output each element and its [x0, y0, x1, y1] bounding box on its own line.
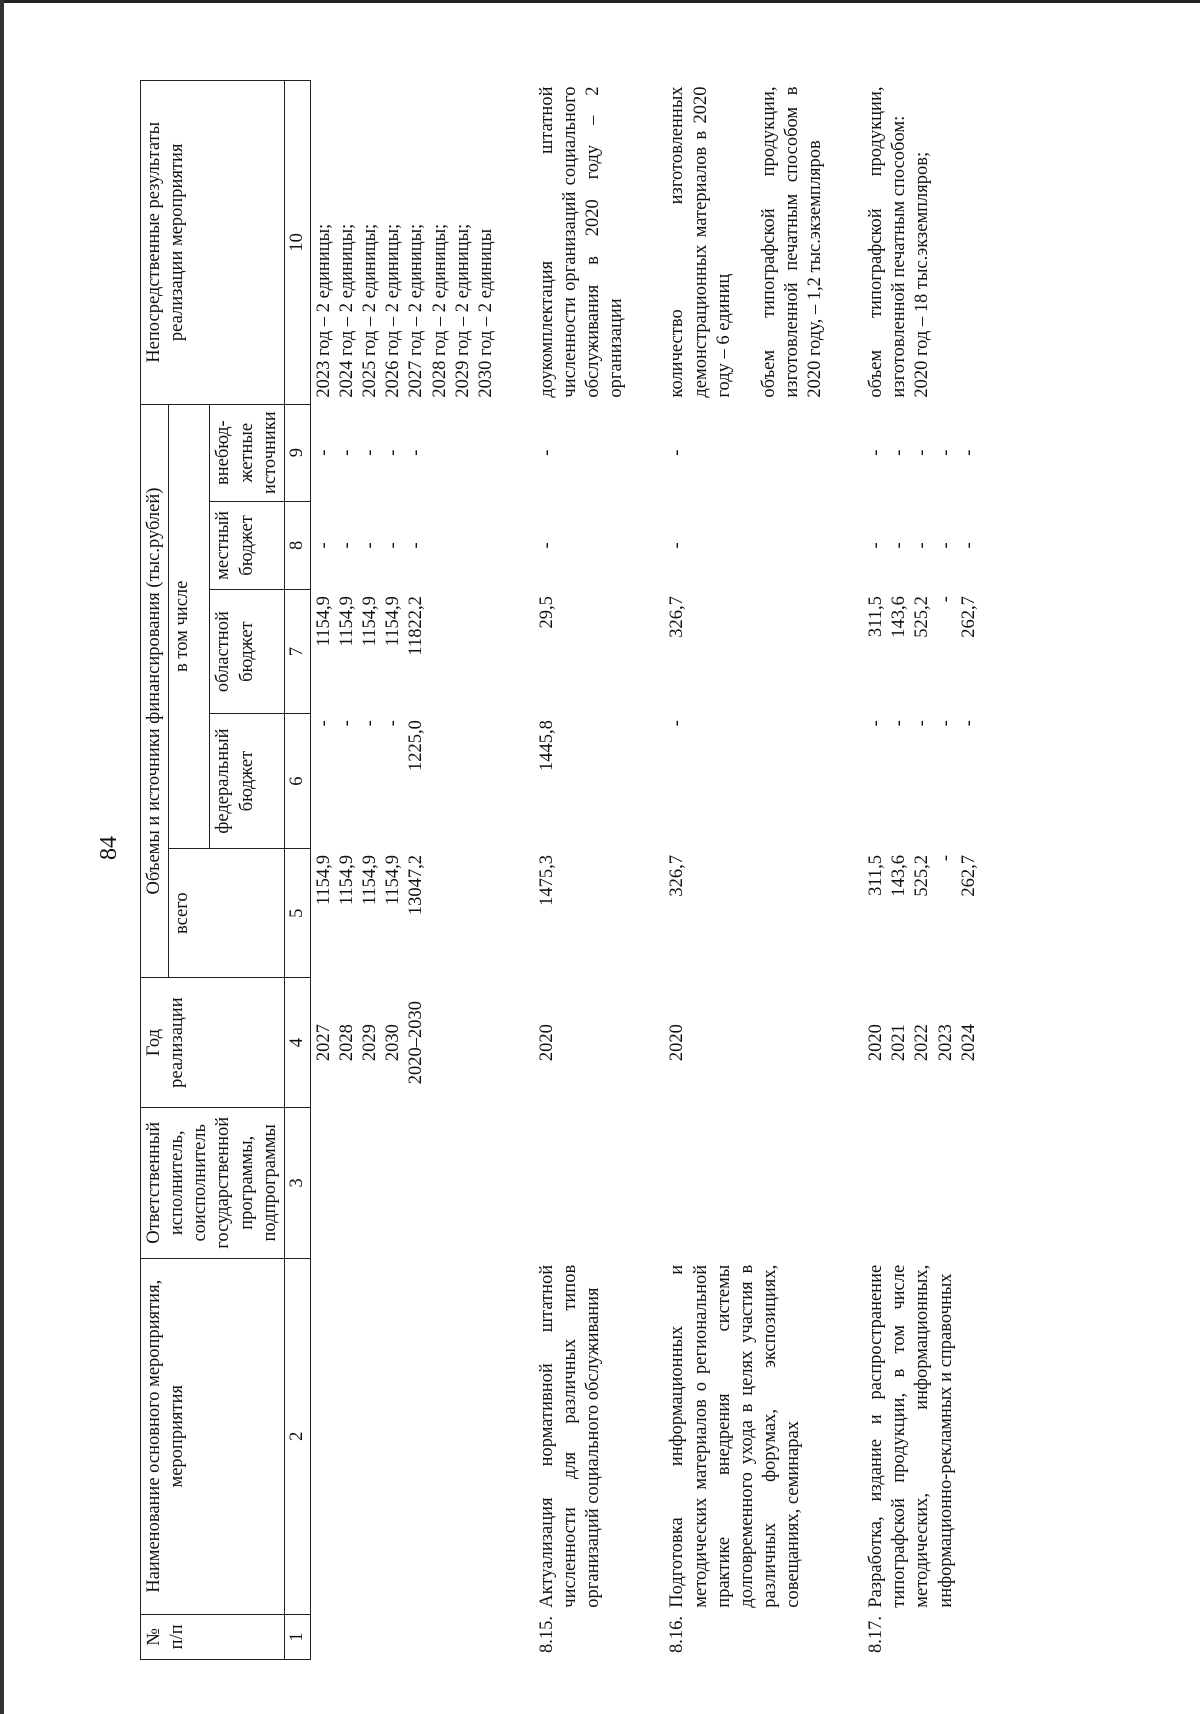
spacer-cell: [630, 1258, 664, 1614]
regional-value: 1154,9: [383, 596, 404, 647]
col-number: 4: [284, 978, 310, 1107]
spacer-cell: [829, 81, 863, 405]
local-value: -: [536, 542, 557, 549]
row-local: [664, 501, 829, 589]
spacer-cell: [500, 714, 534, 849]
result-text: 2027 год – 2 единицы;: [406, 223, 427, 398]
year-value: 2028: [337, 1024, 357, 1062]
result-text: 2023 год – 2 единицы;: [313, 223, 334, 398]
local-value: -: [866, 542, 887, 549]
header-col-local: местный бюджет: [210, 501, 284, 589]
row-results: [534, 81, 631, 405]
row-spacer: [630, 81, 664, 1660]
row-number: 8.17.: [866, 1616, 887, 1653]
row-extra: [310, 404, 500, 501]
total-value: 1154,9: [360, 854, 381, 906]
regional-value: 29,5: [536, 596, 557, 629]
regional-value: -: [935, 596, 956, 603]
row-extra: [863, 404, 983, 501]
header-col-regional: областной бюджет: [210, 590, 284, 714]
row-name: Актуализация нормативной штатной численности для различных типов организаций социального обслуживания: [536, 1264, 604, 1608]
spacer-cell: [630, 848, 664, 977]
header-col-federal: федеральный бюджет: [210, 714, 284, 849]
regional-value: 326,7: [667, 596, 688, 638]
spacer-cell: [500, 1258, 534, 1614]
spacer-cell: [829, 978, 863, 1107]
row-name: Подготовка информационных и методических материалов о региональной практике внедрения системы долговременного ухода в целях участия в различных форумах, экспозициях, совещаниях, семинарах: [667, 1264, 803, 1608]
total-value: 525,2: [912, 854, 933, 897]
year-value: 2022: [912, 1024, 933, 1062]
year-value: 2030: [383, 1024, 404, 1062]
spacer-cell: [500, 81, 534, 405]
col-number: 7: [284, 590, 310, 714]
col-number: 1: [284, 1614, 310, 1659]
regional-value: 1154,9: [313, 596, 334, 647]
result-text: 2020 год – 18 тыс.экземпляров;: [912, 151, 933, 398]
col-number: 5: [284, 848, 310, 977]
extra-value: -: [935, 449, 956, 456]
header-subgroup: в том числе: [169, 404, 210, 848]
result-text: объем типографской продукции, изготовленной печатным способом в 2020 году, – 1,2 тыс.экземпляров: [758, 86, 825, 398]
row-name: Разработка, издание и распространение типографской продукции, в том числе методических, информационных, информационно-рекламных и справочных: [866, 1264, 956, 1608]
result-text: 2025 год – 2 единицы;: [360, 223, 381, 398]
local-value: -: [667, 542, 688, 549]
row-regional: [534, 590, 631, 714]
regional-value: 262,7: [958, 596, 979, 638]
result-text: количество изготовленных демонстрационных материалов в 2020 году – 6 единиц: [667, 86, 734, 398]
spacer-cell: [630, 501, 664, 589]
extra-value: -: [958, 449, 979, 456]
federal-value: -: [383, 720, 404, 727]
row-spacer: [500, 81, 534, 1660]
year-value: 2021: [889, 1024, 910, 1062]
spacer-cell: [500, 1107, 534, 1258]
rotated-table-area: [140, 80, 1160, 1660]
local-value: -: [935, 542, 956, 549]
federal-value: -: [958, 720, 979, 727]
total-value: 1475,3: [536, 854, 557, 906]
local-value: -: [958, 542, 979, 549]
spacer-cell: [630, 1107, 664, 1258]
extra-value: -: [406, 449, 427, 456]
table-row: [664, 81, 829, 1660]
extra-value: -: [866, 449, 887, 456]
total-value: 326,7: [667, 854, 688, 897]
total-value: 143,6: [889, 854, 910, 897]
header-col-name: Наименование основного мероприятия, мероприятия: [141, 1258, 285, 1614]
total-value: 1154,9: [313, 854, 334, 906]
spacer-cell: [500, 978, 534, 1107]
extra-value: -: [313, 449, 334, 456]
spacer-cell: [829, 501, 863, 589]
regional-value: 1154,9: [337, 596, 357, 647]
row-total: [310, 848, 500, 977]
row-results: [310, 81, 500, 405]
total-value: 1154,9: [337, 854, 357, 906]
year-value: 2027: [313, 1024, 334, 1062]
header-col-extra: внебюд- жетные источники: [210, 404, 284, 501]
spacer-cell: [829, 1107, 863, 1258]
total-value: 1154,9: [383, 854, 404, 906]
row-extra: [664, 404, 829, 501]
local-value: -: [912, 542, 933, 549]
extra-value: -: [889, 449, 910, 456]
local-value: -: [313, 542, 334, 549]
row-total: [664, 848, 829, 977]
col-number: 2: [284, 1258, 310, 1614]
result-text: доукомплектация штатной численности организаций социального обслуживания в 2020 году – 2 организации: [536, 86, 627, 398]
row-executor: [310, 1107, 500, 1258]
local-value: -: [383, 542, 404, 549]
col-number: 6: [284, 714, 310, 849]
regional-value: 525,2: [912, 596, 933, 638]
result-text: 2029 год – 2 единицы;: [452, 223, 473, 398]
spacer-cell: [500, 590, 534, 714]
year-value: 2024: [958, 1024, 979, 1062]
table-body: [310, 81, 982, 1660]
federal-value: -: [866, 720, 887, 727]
regional-value: 311,5: [866, 596, 887, 638]
financing-table: [140, 80, 983, 1660]
result-text: объем типографской продукции, изготовленной печатным способом:: [866, 86, 910, 398]
total-value: 262,7: [958, 854, 979, 897]
federal-value: -: [313, 720, 334, 727]
header-numbers-row: [284, 81, 310, 1660]
year-value: 2023: [935, 1024, 956, 1062]
row-local: [310, 501, 500, 589]
extra-value: -: [536, 449, 557, 456]
row-local: [534, 501, 631, 589]
year-value: 2020: [866, 1024, 887, 1062]
row-results: [863, 81, 983, 405]
table-row: [534, 81, 631, 1660]
row-regional: [863, 590, 983, 714]
row-years: [664, 978, 829, 1107]
spacer-cell: [630, 404, 664, 501]
federal-value: -: [935, 720, 956, 727]
col-number: 9: [284, 404, 310, 501]
row-years: [534, 978, 631, 1107]
row-results: [664, 81, 829, 405]
regional-value: 1154,9: [360, 596, 381, 647]
row-number: 8.16.: [667, 1616, 688, 1653]
row-federal: [310, 714, 500, 849]
spacer-cell: [630, 714, 664, 849]
result-text: 2030 год – 2 единицы: [475, 228, 496, 398]
spacer-cell: [500, 404, 534, 501]
regional-value: 143,6: [889, 596, 910, 638]
local-value: -: [337, 542, 357, 549]
extra-value: -: [667, 449, 688, 456]
row-years: [310, 978, 500, 1107]
total-value: -: [935, 854, 956, 862]
spacer-cell: [630, 978, 664, 1107]
spacer-cell: [500, 501, 534, 589]
federal-value: -: [360, 720, 381, 727]
row-spacer: [829, 81, 863, 1660]
total-value: 311,5: [866, 854, 887, 896]
page-number: 84: [96, 836, 122, 860]
row-total: [863, 848, 983, 977]
spacer-cell: [630, 81, 664, 405]
extra-value: -: [337, 449, 357, 456]
year-value: 2020–2030: [406, 1000, 427, 1085]
federal-value: -: [912, 720, 933, 727]
local-value: -: [360, 542, 381, 549]
result-text: 2026 год – 2 единицы;: [383, 223, 404, 398]
header-col-num: № п/п: [141, 1614, 285, 1659]
table-row: [310, 81, 500, 1660]
year-value: 2029: [360, 1024, 381, 1062]
federal-value: 1225,0: [406, 720, 427, 772]
row-regional: [310, 590, 500, 714]
table-row: [863, 81, 983, 1660]
header-col-year: Год реализации: [141, 978, 285, 1107]
local-value: -: [406, 542, 427, 549]
spacer-cell: [829, 1614, 863, 1659]
row-executor: [534, 1107, 631, 1258]
page-left-edge: [0, 0, 4, 1714]
spacer-cell: [630, 590, 664, 714]
row-federal: [664, 714, 829, 849]
header-col-total: всего: [169, 848, 285, 977]
year-value: 2020: [536, 1024, 557, 1062]
federal-value: 1445,8: [536, 720, 557, 772]
row-regional: [664, 590, 829, 714]
row-number: 8.15.: [536, 1616, 557, 1653]
spacer-cell: [630, 1614, 664, 1659]
row-executor: [863, 1107, 983, 1258]
spacer-cell: [500, 848, 534, 977]
col-number: 3: [284, 1107, 310, 1258]
col-number: 8: [284, 501, 310, 589]
extra-value: -: [360, 449, 381, 456]
spacer-cell: [500, 1614, 534, 1659]
federal-value: -: [337, 720, 357, 727]
federal-value: -: [889, 720, 910, 727]
row-federal: [534, 714, 631, 849]
row-federal: [863, 714, 983, 849]
spacer-cell: [829, 404, 863, 501]
row-name: [310, 1258, 500, 1614]
spacer-cell: [829, 590, 863, 714]
header-col-results: Непосредственные результаты реализации мероприятия: [141, 81, 285, 405]
spacer-cell: [829, 1258, 863, 1614]
table-header: [141, 81, 311, 1660]
row-total: [534, 848, 631, 977]
regional-value: 11822,2: [406, 596, 427, 656]
header-financing-group: Объемы и источники финансирования (тыс.рублей): [141, 404, 169, 978]
federal-value: -: [667, 720, 688, 727]
extra-value: -: [383, 449, 404, 456]
result-text: 2024 год – 2 единицы;: [337, 223, 357, 398]
spacer-cell: [829, 848, 863, 977]
total-value: 13047,2: [406, 854, 427, 916]
extra-value: -: [912, 449, 933, 456]
row-local: [863, 501, 983, 589]
year-value: 2020: [667, 1024, 688, 1062]
header-col-exec: Ответственный исполнитель, соисполнитель государственной программы, подпрограммы: [141, 1107, 285, 1258]
row-executor: [664, 1107, 829, 1258]
row-number: [310, 1614, 500, 1659]
row-extra: [534, 404, 631, 501]
col-number: 10: [284, 81, 310, 405]
result-text: 2028 год – 2 единицы;: [429, 223, 450, 398]
local-value: -: [889, 542, 910, 549]
page-top-edge: [0, 0, 1200, 3]
row-years: [863, 978, 983, 1107]
spacer-cell: [829, 714, 863, 849]
